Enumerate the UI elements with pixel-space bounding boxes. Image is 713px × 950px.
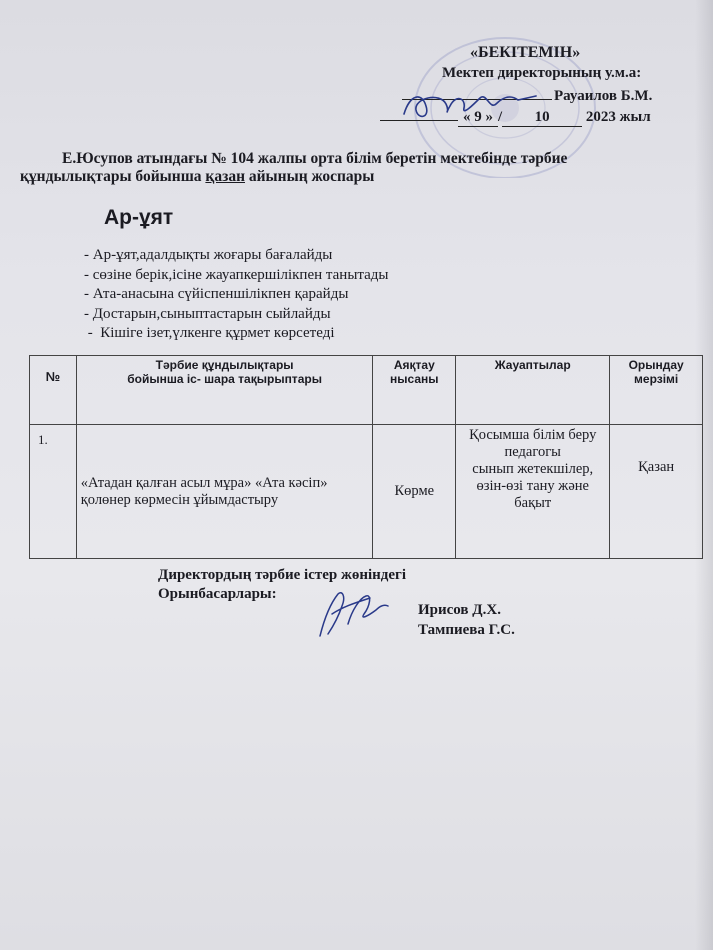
resp-l3: сынып жетекшілер, [472, 461, 594, 477]
header-term-l2: мерзімі [634, 372, 679, 386]
header-num: № [30, 356, 77, 425]
bullet-item: - Ата-анасына сүйіспеншілікпен қарайды [84, 286, 349, 302]
approval-position: Мектеп директорының у.м.а: [442, 65, 642, 81]
bullet-item: - Кішіге ізет,үлкенге құрмет көрсетеді [84, 325, 335, 341]
plan-title-line2 [20, 168, 374, 186]
date-year: 2023 жыл [585, 109, 651, 125]
bullet-item: - Ар-ұят,адалдықты жоғары бағалайды [84, 247, 333, 263]
resp-l2: педагогы [504, 444, 561, 460]
table-row [30, 425, 703, 559]
deputy-name-1: Ирисов Д.Х. [418, 602, 501, 618]
approval-heading: «БЕКІТЕМІН» [470, 44, 581, 61]
date-day: « 9 » [458, 109, 498, 127]
deputy-name-2: Тампиева Г.С. [418, 622, 515, 638]
deputy-names [418, 600, 515, 640]
plan-table [29, 355, 703, 559]
bullet-item: - Достарын,сыныптастарын сыйлайды [84, 305, 331, 322]
table-header-row [30, 356, 703, 425]
header-form [373, 356, 456, 425]
title-month: қазан [205, 168, 245, 185]
value-bullets [84, 246, 389, 344]
director-signature [400, 84, 540, 124]
deputy-role-l1: Директордың тәрбие істер жөніндегі [158, 567, 407, 583]
header-resp: Жауаптылар [456, 356, 610, 425]
header-term-l1: Орындау [628, 358, 684, 372]
row-responsible [456, 425, 610, 559]
row-form: Көрме [373, 425, 456, 559]
approval-date: « 9 » / 10 2023 жыл [380, 106, 651, 127]
title-suffix: айының жоспары [245, 168, 375, 185]
date-month: 10 [502, 109, 582, 127]
approval-name: Рауаилов Б.М. [554, 88, 653, 104]
header-topic [76, 356, 373, 425]
resp-l4: өзін-өзі тану және [476, 478, 589, 494]
row-topic-l1: «Атадан қалған асыл мұра» «Ата кәсіп» [80, 474, 328, 491]
deputy-role-l2: Орынбасарлары: [158, 586, 277, 602]
row-term: Қазан [610, 425, 703, 559]
header-topic-l1: Тәрбие құндылықтары [155, 358, 294, 372]
row-topic-l2: қолөнер көрмесін ұйымдастыру [80, 491, 279, 508]
header-term [610, 356, 703, 425]
header-topic-l2: бойынша іс- шара тақырыптары [127, 372, 322, 386]
title-prefix: құндылықтары бойынша [20, 168, 206, 185]
row-num: 1. [30, 425, 77, 559]
row-topic [76, 425, 373, 559]
section-heading: Ар-ұят [104, 206, 174, 229]
bullet-item: - сөзіне берік,ісіне жауапкершілікпен танытады [84, 266, 389, 283]
plan-title-line1: Е.Юсупов атындағы № 104 жалпы орта білім беретін мектебінде тәрбие [62, 150, 568, 167]
resp-l1: Қосымша білім беру [469, 427, 597, 443]
header-form-l1: Аяқтау [393, 358, 435, 372]
deputy-signature [312, 584, 392, 644]
resp-l5: бақыт [514, 495, 552, 511]
header-form-l2: нысаны [390, 372, 439, 386]
